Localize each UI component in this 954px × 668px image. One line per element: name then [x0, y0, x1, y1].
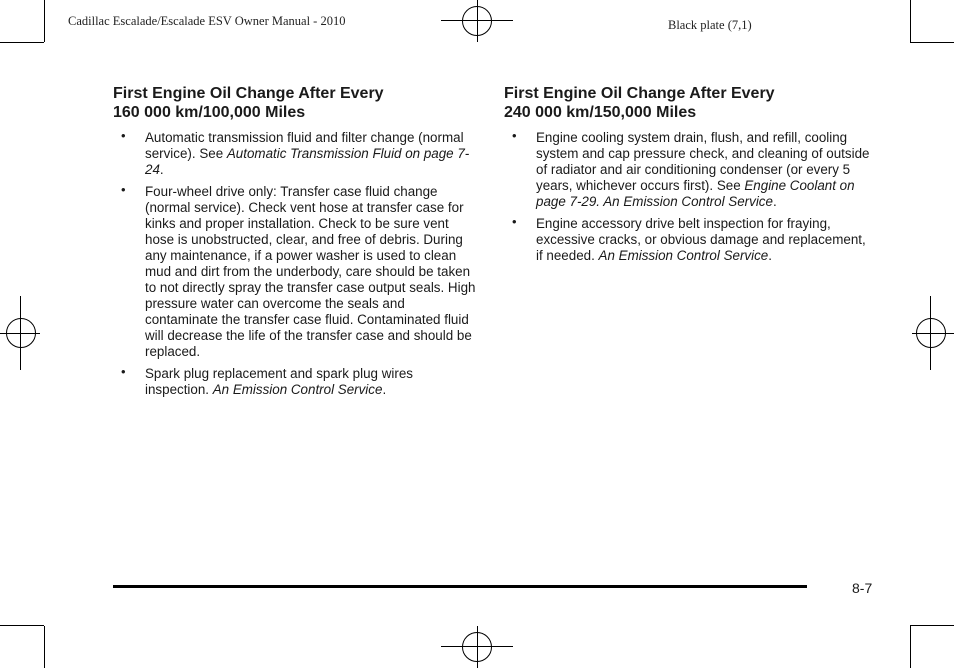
- crop-mark: [0, 42, 44, 43]
- section-heading: First Engine Oil Change After Every 160 000 km/100,000 Miles: [113, 85, 384, 121]
- section-heading: First Engine Oil Change After Every 240 000 km/150,000 Miles: [504, 85, 775, 121]
- service-list: [113, 130, 479, 398]
- page-number: 8-7: [852, 580, 873, 596]
- crop-mark: [0, 625, 44, 626]
- page-reference: Automatic Transmission Fluid on page 7-24: [145, 146, 470, 177]
- crop-mark: [44, 0, 45, 42]
- list-item: • Automatic transmission fluid and filter change (normal service). See Automatic Transmission Fluid on page 7-24.: [121, 128, 470, 177]
- bullet-icon: •: [512, 128, 517, 143]
- bullet-icon: •: [121, 182, 126, 197]
- page-reference: An Emission Control Service: [598, 248, 769, 263]
- section-240000: [504, 84, 870, 270]
- crop-mark: [910, 42, 954, 43]
- bullet-icon: •: [512, 214, 517, 229]
- crop-mark: [910, 626, 911, 668]
- crop-mark: [910, 0, 911, 42]
- bullet-icon: •: [121, 128, 126, 143]
- footer-rule: [113, 585, 807, 588]
- page-reference: An Emission Control Service: [212, 382, 383, 397]
- list-item: • Engine accessory drive belt inspection for fraying, excessive cracks, or obvious damage and replacement, if needed. An Emission Control Service.: [512, 214, 866, 263]
- manual-title: Cadillac Escalade/Escalade ESV Owner Manual - 2010: [68, 14, 346, 28]
- bullet-icon: •: [121, 364, 126, 379]
- page-reference: Engine Coolant on page 7-29. An Emission Control Service: [536, 178, 855, 209]
- section-160000: [113, 84, 479, 404]
- crop-mark: [910, 625, 954, 626]
- plate-label: Black plate (7,1): [668, 18, 752, 32]
- list-item: • Spark plug replacement and spark plug wires inspection. An Emission Control Service.: [121, 364, 413, 397]
- list-item: • Engine cooling system drain, flush, and refill, cooling system and cap pressure check, and cleaning of outside of radiator and air conditioning condenser (or every 5 years, whichever occurs first). See Engine Coolant on page 7-29. An Emission Control Service.: [512, 128, 870, 209]
- crop-mark: [44, 626, 45, 668]
- service-list: [504, 130, 870, 264]
- list-item: • Four-wheel drive only: Transfer case fluid change (normal service). Check vent hose at transfer case for kinks and proper installation. Check to be sure vent hose is unobstructed, clear, and free of debris. During any maintenance, if a power washer is used to clean mud and dirt from the underbody, care should be taken to not directly spray the transfer case output seals. High pressure water can overcome the seals and contaminate the transfer case fluid. Contaminated fluid will decrease the life of the transfer case and should be replaced.: [121, 182, 476, 359]
